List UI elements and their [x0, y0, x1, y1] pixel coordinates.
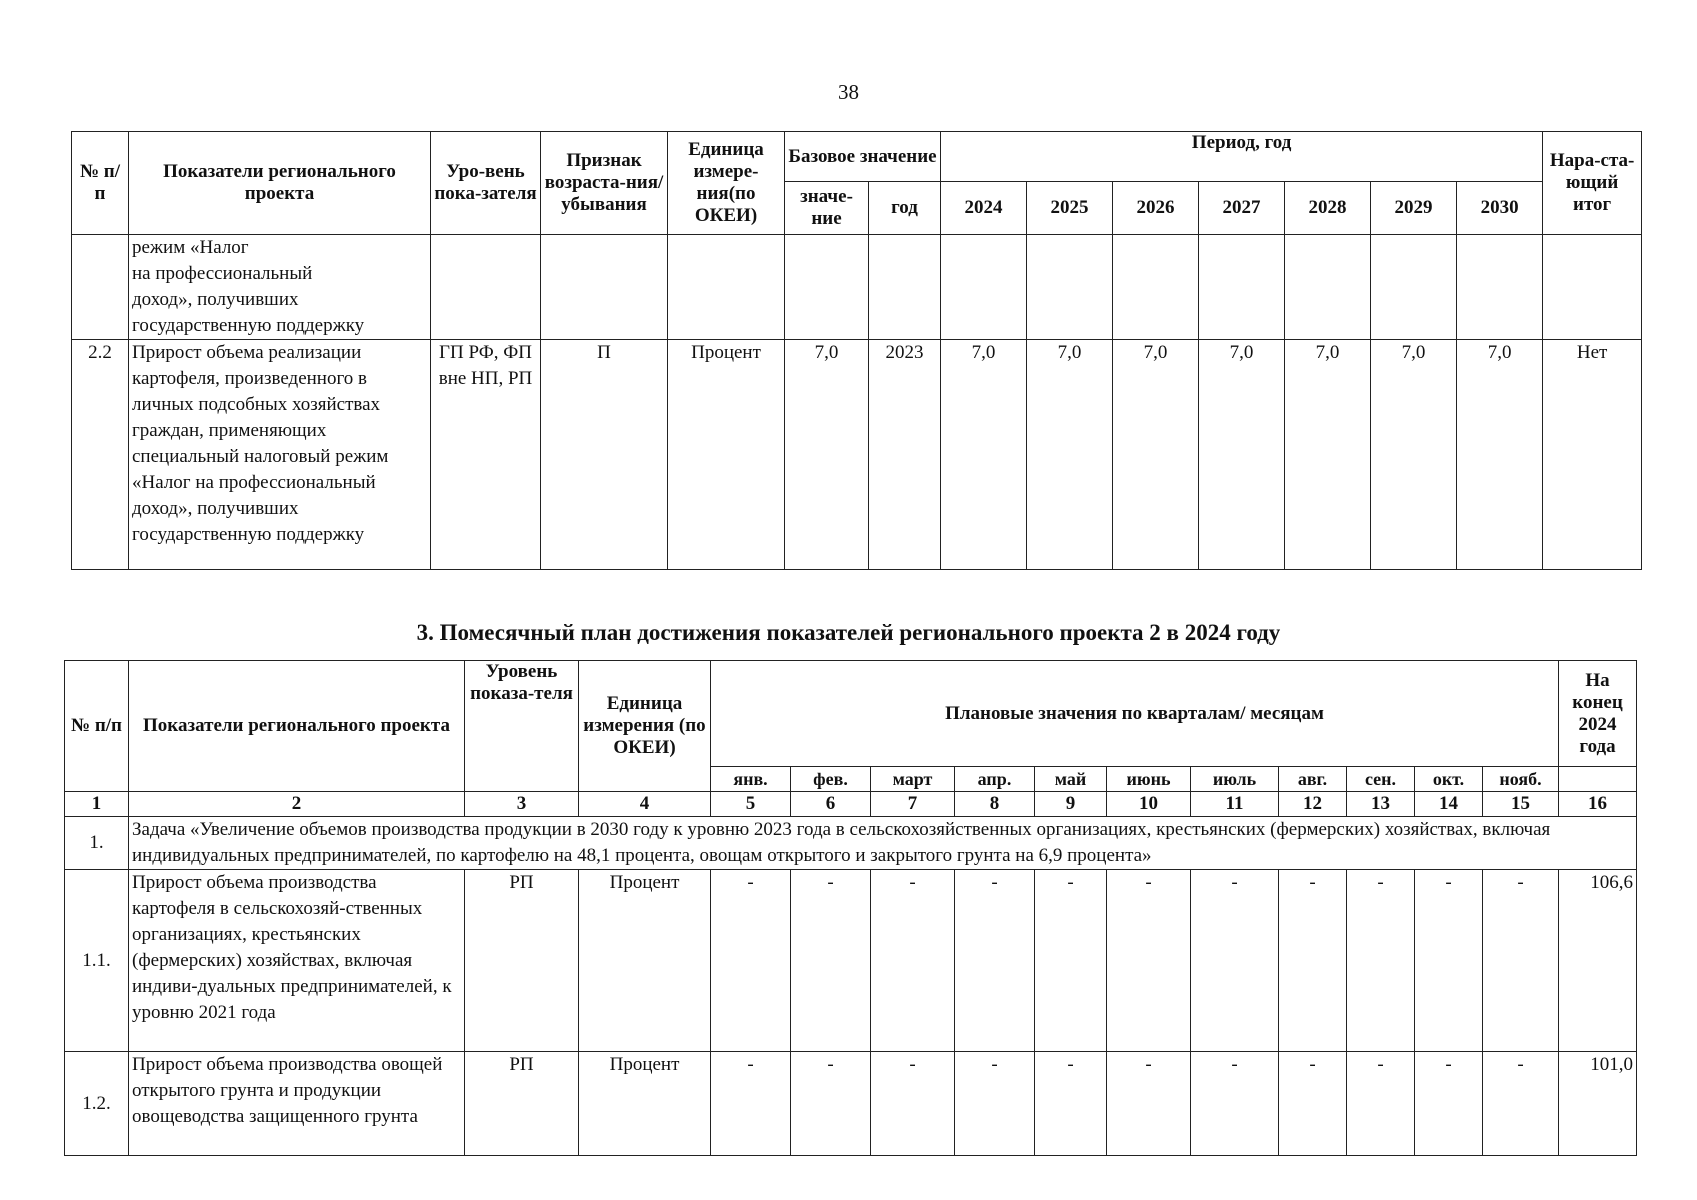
row-cumulative: Нет — [1543, 340, 1642, 570]
task-row — [65, 817, 1637, 870]
column-number: 4 — [579, 792, 711, 817]
header-month: янв. — [711, 767, 791, 792]
column-number: 5 — [711, 792, 791, 817]
row-trend: П — [541, 340, 668, 570]
row-month-value: - — [1035, 1052, 1107, 1156]
header-indicator: Показатели регионального проекта — [129, 132, 431, 235]
row-month-value: - — [1107, 870, 1191, 1052]
header-trend: Признак возраста-ния/ убывания — [541, 132, 668, 235]
header-month: март — [871, 767, 955, 792]
header-month: окт. — [1415, 767, 1483, 792]
column-number: 14 — [1415, 792, 1483, 817]
row-month-value: - — [711, 870, 791, 1052]
section-title: 3. Помесячный план достижения показателей регионального проекта 2 в 2024 году — [416, 620, 1281, 645]
row-month-value: - — [955, 870, 1035, 1052]
column-number: 7 — [871, 792, 955, 817]
header-level: Уровень показа-теля — [465, 661, 579, 792]
row-month-value: - — [1191, 1052, 1279, 1156]
header-year: 2024 — [941, 182, 1027, 235]
table-row — [72, 340, 1642, 570]
header-plan: Плановые значения по кварталам/ месяцам — [711, 661, 1559, 767]
row-indicator: Прирост объема реализации картофеля, произведенного в личных подсобных хозяйствах граждан, применяющих специальный налоговый режим «Налог на профессиональный доход», получивших государственную поддержку — [129, 340, 431, 570]
table-row-continuation — [72, 235, 1642, 340]
header-period: Период, год — [941, 132, 1543, 182]
row-no: 2.2 — [72, 340, 129, 570]
header-month: нояб. — [1483, 767, 1559, 792]
header-year: 2028 — [1285, 182, 1371, 235]
row-value: 7,0 — [1285, 340, 1371, 570]
row-value: 7,0 — [941, 340, 1027, 570]
header-month: июль — [1191, 767, 1279, 792]
row-month-value: - — [1483, 870, 1559, 1052]
row-end-value: 101,0 — [1559, 1052, 1637, 1156]
header-month: авг. — [1279, 767, 1347, 792]
row-value: 7,0 — [1113, 340, 1199, 570]
page-number: 38 — [838, 80, 859, 104]
header-indicator: Показатели регионального проекта — [129, 661, 465, 792]
table-row — [65, 1052, 1637, 1156]
row-month-value: - — [1279, 1052, 1347, 1156]
header-year: 2030 — [1457, 182, 1543, 235]
row-month-value: - — [711, 1052, 791, 1156]
row-indicator: Прирост объема производства овощей открытого грунта и продукции овощеводства защищенного грунта — [129, 1052, 465, 1156]
column-number: 11 — [1191, 792, 1279, 817]
row-value: 7,0 — [1199, 340, 1285, 570]
row-unit: Процент — [668, 340, 785, 570]
row-level: ГП РФ, ФП вне НП, РП — [431, 340, 541, 570]
row-base-year: 2023 — [869, 340, 941, 570]
row-month-value: - — [1035, 870, 1107, 1052]
header-base-year: год — [869, 182, 941, 235]
column-numbers-row — [65, 792, 1637, 817]
header-no: № п/п — [72, 132, 129, 235]
row-level: РП — [465, 1052, 579, 1156]
header-month: май — [1035, 767, 1107, 792]
header-month: фев. — [791, 767, 871, 792]
column-number: 9 — [1035, 792, 1107, 817]
row-unit: Процент — [579, 1052, 711, 1156]
row-month-value: - — [1191, 870, 1279, 1052]
row-month-value: - — [1415, 870, 1483, 1052]
header-unit: Единица измерения (по ОКЕИ) — [579, 661, 711, 792]
row-month-value: - — [1347, 870, 1415, 1052]
row-value: 7,0 — [1027, 340, 1113, 570]
task-text: Задача «Увеличение объемов производства продукции в 2030 году к уровню 2023 года в сельскохозяйственных организациях, крестьянских (фермерских) хозяйствах, включая индивидуальных предпринимателей, по картофелю на 48,1 процента, овощам открытого и закрытого грунта на 6,9 процента» — [129, 817, 1637, 870]
task-no: 1. — [65, 817, 129, 870]
table-row — [65, 870, 1637, 1052]
column-number: 16 — [1559, 792, 1637, 817]
column-number: 13 — [1347, 792, 1415, 817]
row-month-value: - — [1483, 1052, 1559, 1156]
column-number: 2 — [129, 792, 465, 817]
monthly-plan-table — [64, 660, 1637, 1156]
column-number: 3 — [465, 792, 579, 817]
header-year: 2029 — [1371, 182, 1457, 235]
header-end: На конец 2024 года — [1559, 661, 1637, 767]
row-value: 7,0 — [1457, 340, 1543, 570]
row-month-value: - — [871, 1052, 955, 1156]
row-month-value: - — [791, 870, 871, 1052]
row-month-value: - — [1107, 1052, 1191, 1156]
column-number: 12 — [1279, 792, 1347, 817]
header-unit: Единица измере-ния(по ОКЕИ) — [668, 132, 785, 235]
continuation-text: режим «Налог на профессиональный доход», получивших государственную поддержку — [129, 235, 431, 340]
header-year: 2025 — [1027, 182, 1113, 235]
header-month: сен. — [1347, 767, 1415, 792]
column-number: 1 — [65, 792, 129, 817]
header-no: № п/п — [65, 661, 129, 792]
row-unit: Процент — [579, 870, 711, 1052]
row-no: 1.2. — [65, 1052, 129, 1156]
column-number: 8 — [955, 792, 1035, 817]
row-month-value: - — [1347, 1052, 1415, 1156]
header-base: Базовое значение — [785, 132, 941, 182]
header-base-value: значе-ние — [785, 182, 869, 235]
column-number: 10 — [1107, 792, 1191, 817]
header-month: апр. — [955, 767, 1035, 792]
row-level: РП — [465, 870, 579, 1052]
column-number: 15 — [1483, 792, 1559, 817]
row-month-value: - — [871, 870, 955, 1052]
header-year: 2026 — [1113, 182, 1199, 235]
indicators-table — [71, 131, 1642, 570]
header-month: июнь — [1107, 767, 1191, 792]
row-base-value: 7,0 — [785, 340, 869, 570]
header-level: Уро-вень пока-зателя — [431, 132, 541, 235]
column-number: 6 — [791, 792, 871, 817]
row-no: 1.1. — [65, 870, 129, 1052]
row-month-value: - — [1279, 870, 1347, 1052]
row-month-value: - — [955, 1052, 1035, 1156]
header-year: 2027 — [1199, 182, 1285, 235]
row-month-value: - — [791, 1052, 871, 1156]
row-value: 7,0 — [1371, 340, 1457, 570]
row-indicator: Прирост объема производства картофеля в сельскохозяй-ственных организациях, крестьянских (фермерских) хозяйствах, включая индиви-дуальных предпринимателей, к уровню 2021 года — [129, 870, 465, 1052]
row-end-value: 106,6 — [1559, 870, 1637, 1052]
row-month-value: - — [1415, 1052, 1483, 1156]
header-cumulative: Нара-ста-ющий итог — [1543, 132, 1642, 235]
